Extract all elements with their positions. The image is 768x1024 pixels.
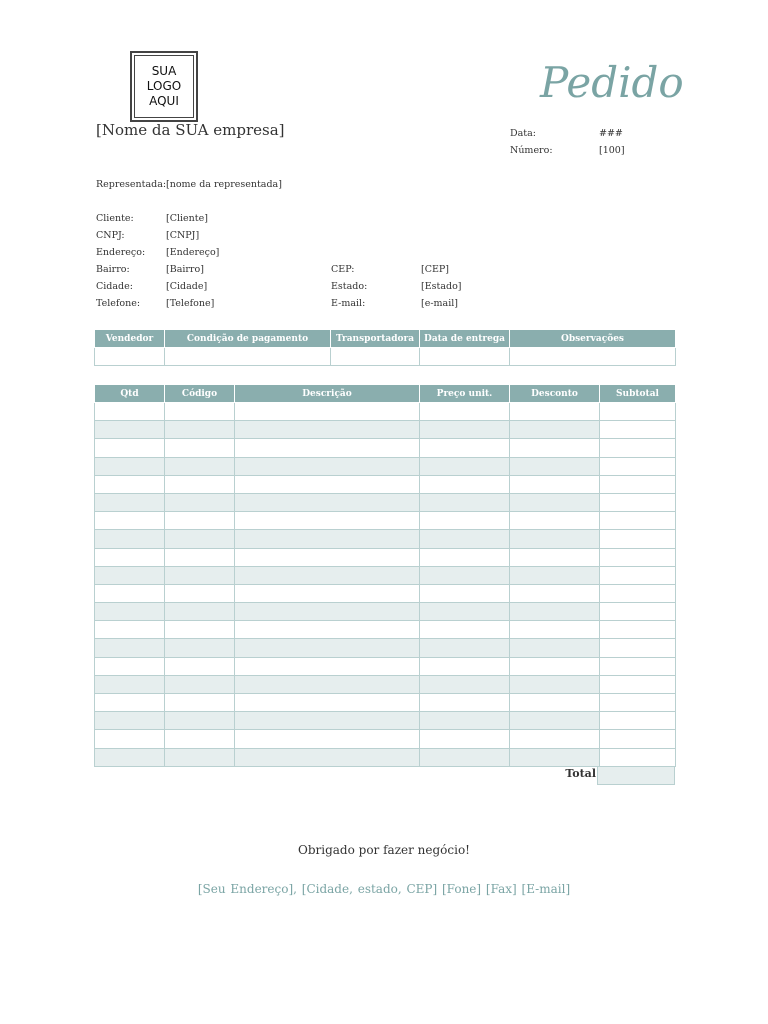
table-cell[interactable] (165, 439, 235, 457)
table-cell[interactable] (95, 548, 165, 566)
table-cell[interactable] (235, 621, 420, 639)
table-cell[interactable] (600, 475, 676, 493)
table-cell[interactable] (420, 403, 510, 421)
city-label: Cidade: (96, 281, 133, 292)
email-label: E-mail: (331, 298, 366, 309)
table-cell[interactable] (165, 421, 235, 439)
table-cell[interactable] (95, 584, 165, 602)
address-label: Endereço: (96, 247, 146, 258)
company-name: [Nome da SUA empresa] (96, 121, 285, 139)
table-cell[interactable] (600, 621, 676, 639)
representative-label: Representada: (96, 179, 167, 190)
table-cell[interactable] (165, 493, 235, 511)
table-cell[interactable] (510, 403, 600, 421)
table-cell[interactable] (95, 712, 165, 730)
table-cell[interactable] (235, 403, 420, 421)
table-row (95, 657, 676, 675)
table-cell[interactable] (165, 621, 235, 639)
table-cell[interactable] (95, 621, 165, 639)
table-cell[interactable] (510, 621, 600, 639)
table-cell[interactable] (510, 712, 600, 730)
table-cell[interactable] (420, 584, 510, 602)
state-value: [Estado] (421, 281, 462, 292)
table-cell[interactable] (235, 548, 420, 566)
table-cell[interactable] (600, 421, 676, 439)
table-cell[interactable] (95, 457, 165, 475)
table-cell[interactable] (420, 439, 510, 457)
table-cell[interactable] (600, 439, 676, 457)
cnpj-label: CNPJ: (96, 230, 125, 241)
table-cell[interactable] (510, 566, 600, 584)
table-cell[interactable] (600, 566, 676, 584)
logo-placeholder (130, 51, 198, 122)
header-transportadora: Transportadora (331, 330, 420, 348)
items-body (95, 403, 676, 767)
client-value: [Cliente] (166, 213, 208, 224)
order-info-header-row (95, 330, 676, 348)
table-cell[interactable] (235, 512, 420, 530)
table-cell[interactable] (235, 712, 420, 730)
logo-line-3: AQUI (149, 94, 179, 108)
table-cell[interactable] (235, 530, 420, 548)
table-row (95, 403, 676, 421)
items-table (94, 384, 676, 767)
table-cell[interactable] (510, 639, 600, 657)
table-row (95, 603, 676, 621)
table-cell[interactable] (510, 439, 600, 457)
table-cell[interactable] (420, 512, 510, 530)
district-label: Bairro: (96, 264, 130, 275)
table-row (95, 566, 676, 584)
table-cell[interactable] (600, 657, 676, 675)
table-cell[interactable] (235, 457, 420, 475)
phone-value: [Telefone] (166, 298, 215, 309)
table-cell[interactable] (165, 694, 235, 712)
document-title: Pedido (540, 58, 684, 107)
condicao-pagamento-cell[interactable] (165, 348, 331, 366)
header-observacoes: Observações (510, 330, 676, 348)
table-cell[interactable] (600, 675, 676, 693)
table-cell[interactable] (95, 675, 165, 693)
table-row (95, 530, 676, 548)
district-value: [Bairro] (166, 264, 204, 275)
number-value: [100] (599, 145, 625, 156)
table-cell[interactable] (165, 657, 235, 675)
table-cell[interactable] (510, 730, 600, 748)
table-cell[interactable] (165, 530, 235, 548)
thank-you-message: Obrigado por fazer negócio! (297, 843, 471, 857)
table-cell[interactable] (235, 475, 420, 493)
table-cell[interactable] (510, 675, 600, 693)
table-cell[interactable] (600, 639, 676, 657)
table-row (95, 475, 676, 493)
table-cell[interactable] (235, 675, 420, 693)
table-cell[interactable] (600, 603, 676, 621)
state-label: Estado: (331, 281, 368, 292)
table-cell[interactable] (165, 675, 235, 693)
footer-contact: [Seu Endereço], [Cidade, estado, CEP] [Fone] [Fax] [E-mail] (197, 882, 571, 896)
table-cell[interactable] (235, 730, 420, 748)
header-condicao-pagamento: Condição de pagamento (165, 330, 331, 348)
table-cell[interactable] (420, 603, 510, 621)
table-cell[interactable] (420, 457, 510, 475)
header-data-entrega: Data de entrega (420, 330, 510, 348)
table-cell[interactable] (95, 657, 165, 675)
total-label: Total (565, 767, 596, 780)
table-cell[interactable] (165, 403, 235, 421)
table-cell[interactable] (510, 748, 600, 766)
table-cell[interactable] (165, 730, 235, 748)
logo-line-1: SUA (151, 64, 177, 78)
table-cell[interactable] (95, 730, 165, 748)
table-cell[interactable] (420, 675, 510, 693)
header-preco-unit: Preço unit. (420, 385, 510, 403)
table-cell[interactable] (510, 421, 600, 439)
table-cell[interactable] (95, 566, 165, 584)
phone-label: Telefone: (96, 298, 141, 309)
table-cell[interactable] (600, 457, 676, 475)
table-cell[interactable] (510, 584, 600, 602)
header-descricao: Descrição (235, 385, 420, 403)
zip-value: [CEP] (421, 264, 450, 275)
table-cell[interactable] (165, 475, 235, 493)
table-cell[interactable] (510, 603, 600, 621)
table-cell[interactable] (510, 475, 600, 493)
table-row (95, 421, 676, 439)
order-info-table (94, 329, 676, 366)
table-cell[interactable] (420, 657, 510, 675)
observacoes-cell[interactable] (510, 348, 676, 366)
table-cell[interactable] (235, 603, 420, 621)
table-cell[interactable] (600, 512, 676, 530)
table-cell[interactable] (165, 457, 235, 475)
table-cell[interactable] (420, 421, 510, 439)
table-cell[interactable] (95, 748, 165, 766)
client-label: Cliente: (96, 213, 134, 224)
table-cell[interactable] (95, 493, 165, 511)
date-value: ### (599, 128, 623, 139)
table-cell[interactable] (510, 530, 600, 548)
table-cell[interactable] (600, 530, 676, 548)
table-cell[interactable] (95, 603, 165, 621)
table-cell[interactable] (420, 694, 510, 712)
representative-value: [nome da representada] (166, 179, 282, 190)
table-cell[interactable] (95, 694, 165, 712)
email-value: [e-mail] (421, 298, 458, 309)
table-cell[interactable] (420, 475, 510, 493)
date-label: Data: (510, 128, 536, 139)
table-cell[interactable] (165, 512, 235, 530)
table-cell[interactable] (95, 475, 165, 493)
table-cell[interactable] (420, 621, 510, 639)
table-cell[interactable] (235, 584, 420, 602)
table-cell[interactable] (95, 421, 165, 439)
table-cell[interactable] (165, 748, 235, 766)
table-cell[interactable] (510, 548, 600, 566)
table-row (95, 548, 676, 566)
table-cell[interactable] (600, 584, 676, 602)
cnpj-value: [CNPJ] (166, 230, 200, 241)
zip-label: CEP: (331, 264, 355, 275)
table-cell[interactable] (235, 493, 420, 511)
table-row (95, 712, 676, 730)
table-cell[interactable] (510, 657, 600, 675)
table-cell[interactable] (600, 493, 676, 511)
table-cell[interactable] (165, 603, 235, 621)
header-codigo: Código (165, 385, 235, 403)
table-cell[interactable] (235, 566, 420, 584)
table-cell[interactable] (510, 493, 600, 511)
table-row (95, 439, 676, 457)
total-value-cell[interactable] (597, 766, 675, 785)
table-row (95, 748, 676, 766)
table-cell[interactable] (95, 439, 165, 457)
table-row (95, 457, 676, 475)
table-cell[interactable] (420, 748, 510, 766)
table-cell[interactable] (420, 493, 510, 511)
table-row (95, 584, 676, 602)
table-cell[interactable] (95, 512, 165, 530)
table-cell[interactable] (420, 712, 510, 730)
items-header-row (95, 385, 676, 403)
table-cell[interactable] (510, 512, 600, 530)
table-cell[interactable] (600, 403, 676, 421)
table-cell[interactable] (420, 730, 510, 748)
table-cell[interactable] (165, 566, 235, 584)
logo-line-2: LOGO (146, 79, 182, 93)
table-row (95, 493, 676, 511)
order-info-row (95, 348, 676, 366)
table-cell[interactable] (165, 639, 235, 657)
vendedor-cell[interactable] (95, 348, 165, 366)
logo-inner-frame (134, 55, 194, 118)
table-cell[interactable] (235, 639, 420, 657)
number-label: Número: (510, 145, 553, 156)
table-cell[interactable] (95, 639, 165, 657)
table-cell[interactable] (600, 730, 676, 748)
table-cell[interactable] (165, 712, 235, 730)
header-vendedor: Vendedor (95, 330, 165, 348)
table-row (95, 694, 676, 712)
table-cell[interactable] (95, 403, 165, 421)
header-subtotal: Subtotal (600, 385, 676, 403)
table-cell[interactable] (95, 530, 165, 548)
table-row (95, 639, 676, 657)
table-cell[interactable] (420, 530, 510, 548)
table-cell[interactable] (165, 548, 235, 566)
table-cell[interactable] (600, 748, 676, 766)
transportadora-cell[interactable] (331, 348, 420, 366)
table-cell[interactable] (235, 657, 420, 675)
table-cell[interactable] (510, 457, 600, 475)
data-entrega-cell[interactable] (420, 348, 510, 366)
table-cell[interactable] (165, 584, 235, 602)
table-cell[interactable] (235, 694, 420, 712)
table-row (95, 512, 676, 530)
header-desconto: Desconto (510, 385, 600, 403)
table-cell[interactable] (600, 694, 676, 712)
table-cell[interactable] (420, 548, 510, 566)
table-cell[interactable] (235, 421, 420, 439)
city-value: [Cidade] (166, 281, 208, 292)
table-cell[interactable] (600, 712, 676, 730)
table-cell[interactable] (420, 639, 510, 657)
table-row (95, 730, 676, 748)
table-row (95, 621, 676, 639)
table-cell[interactable] (510, 694, 600, 712)
table-row (95, 675, 676, 693)
table-cell[interactable] (420, 566, 510, 584)
header-qtd: Qtd (95, 385, 165, 403)
table-cell[interactable] (235, 748, 420, 766)
table-cell[interactable] (600, 548, 676, 566)
address-value: [Endereço] (166, 247, 220, 258)
table-cell[interactable] (235, 439, 420, 457)
